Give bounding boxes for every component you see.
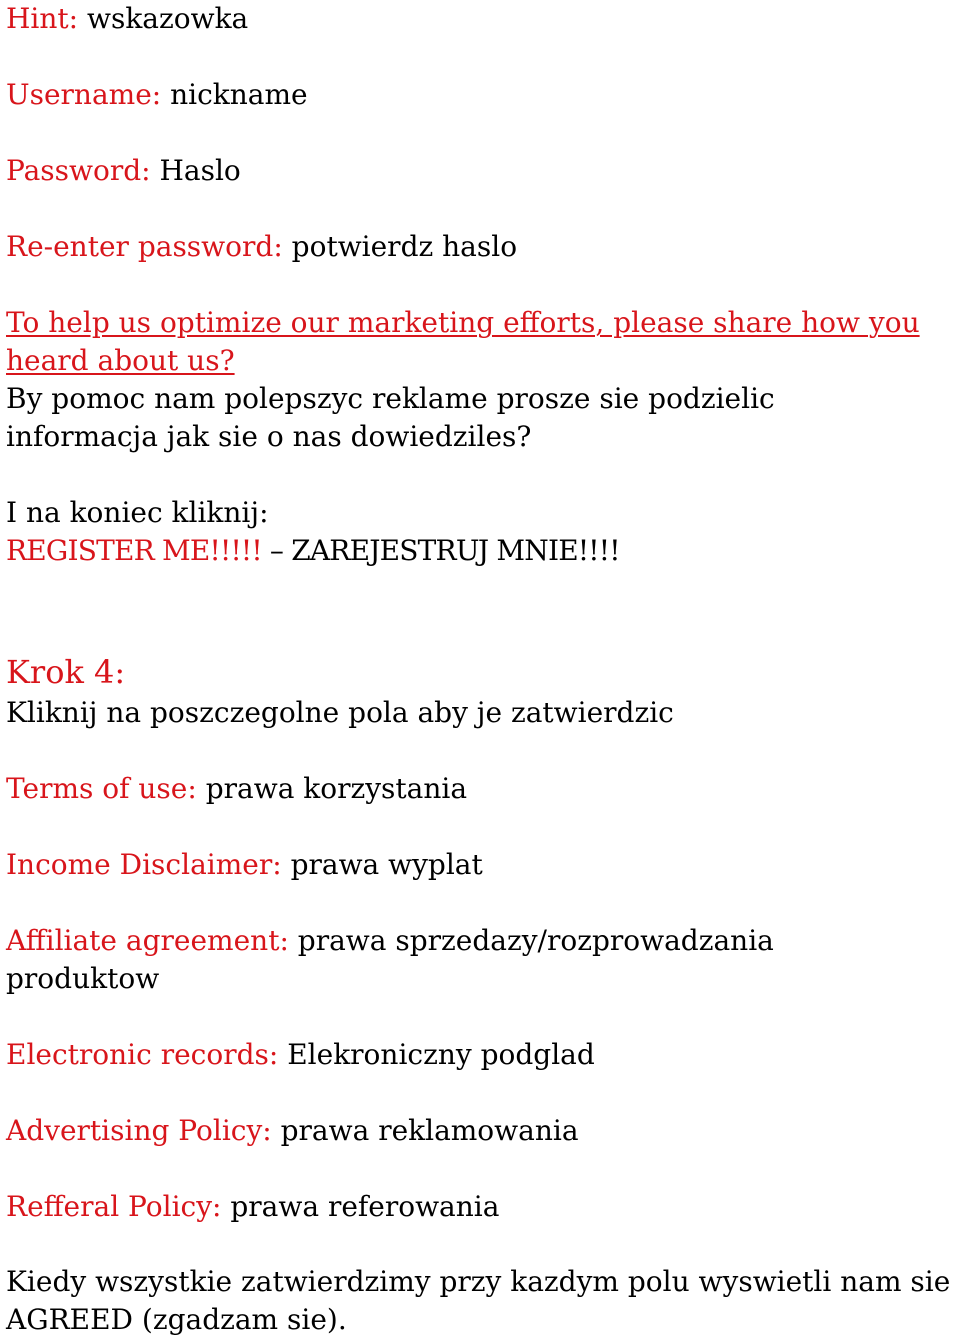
marketing-question (6, 304, 960, 380)
username-row (6, 76, 308, 114)
username-value: nickname (170, 78, 308, 111)
closing-text: Kiedy wszystkie zatwierdzimy przy kazdym polu wyswietli nam sie AGREED (zgadzam sie). (6, 1265, 951, 1336)
reenter-password-label: Re-enter password: (6, 230, 283, 263)
final-click-intro: I na koniec kliknij: (6, 496, 269, 529)
electronic-records-label: Electronic records: (6, 1038, 279, 1071)
terms-of-use-label: Terms of use: (6, 772, 197, 805)
income-disclaimer-value: prawa wyplat (290, 848, 483, 881)
password-value: Haslo (159, 154, 241, 187)
hint-label: Hint: (6, 2, 79, 35)
affiliate-agreement-row (6, 922, 836, 998)
step4-title: Krok 4: (6, 653, 126, 691)
terms-of-use-value: prawa korzystania (205, 772, 468, 805)
password-row (6, 152, 241, 190)
marketing-translation: By pomoc nam polepszyc reklame prosze sie podzielic informacja jak sie o nas dowiedziles? (6, 382, 775, 453)
register-me-text: REGISTER ME!!!!! (6, 534, 262, 567)
hint-value: wskazowka (87, 2, 249, 35)
affiliate-agreement-value: prawa sprzedazy/rozprowadzania produktow (6, 924, 774, 995)
reenter-password-value: potwierdz haslo (291, 230, 518, 263)
terms-of-use-row (6, 770, 467, 808)
password-label: Password: (6, 154, 151, 187)
reenter-password-row (6, 228, 517, 266)
username-label: Username: (6, 78, 162, 111)
refferal-policy-label: Refferal Policy: (6, 1190, 222, 1223)
hint-row (6, 0, 248, 38)
register-dash: – (261, 534, 292, 567)
electronic-records-value: Elekroniczny podglad (287, 1038, 595, 1071)
zarejestruj-text: ZAREJESTRUJ MNIE!!!! (291, 534, 620, 567)
advertising-policy-value: prawa reklamowania (280, 1114, 579, 1147)
affiliate-agreement-label: Affiliate agreement: (6, 924, 289, 957)
marketing-question-text: To help us optimize our marketing efforts, please share how you heard about us? (6, 306, 920, 377)
register-line (6, 532, 620, 570)
income-disclaimer-label: Income Disclaimer: (6, 848, 282, 881)
step4-instruction: Kliknij na poszczegolne pola aby je zatwierdzic (6, 696, 674, 729)
advertising-policy-row (6, 1112, 579, 1150)
advertising-policy-label: Advertising Policy: (6, 1114, 272, 1147)
refferal-policy-row (6, 1188, 499, 1226)
electronic-records-row (6, 1036, 595, 1074)
refferal-policy-value: prawa referowania (230, 1190, 500, 1223)
income-disclaimer-row (6, 846, 483, 884)
